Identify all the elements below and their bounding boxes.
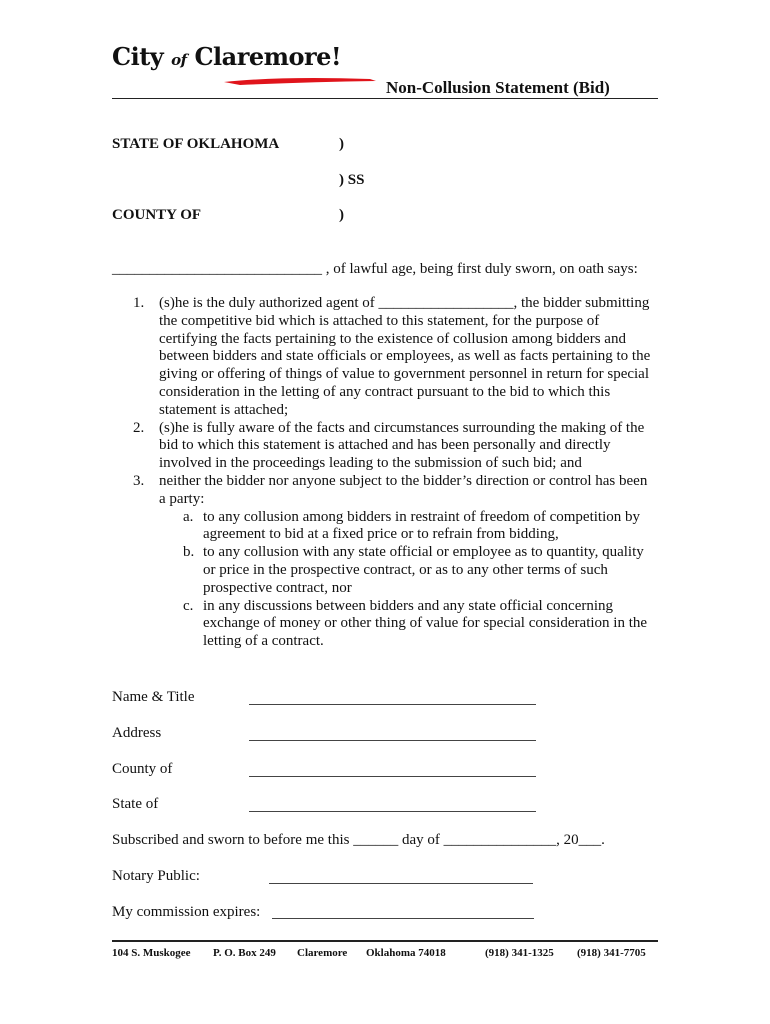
- title-divider: [112, 98, 658, 99]
- address-label: Address: [112, 725, 162, 741]
- list-item: [112, 295, 657, 420]
- logo-swoosh-icon: [220, 76, 380, 86]
- commission-label: My commission expires:: [112, 904, 261, 920]
- notary-field[interactable]: [269, 883, 533, 884]
- footer-fax: (918) 341-7705: [577, 947, 646, 959]
- footer-po-box: P. O. Box 249: [213, 947, 276, 959]
- state-label: STATE OF OKLAHOMA: [112, 136, 280, 152]
- subitem-text: in any discussions between bidders and any state official concerning exchange of money or other thing of value for special consideration in the letting of a contract.: [203, 597, 648, 650]
- document-title: Non-Collusion Statement (Bid): [386, 78, 610, 97]
- footer-divider: [112, 940, 658, 942]
- list-item: [159, 509, 657, 545]
- affiant-line: ____________________________ , of lawful age, being first duly sworn, on oath says:: [112, 261, 638, 277]
- footer-state-zip: Oklahoma 74018: [366, 947, 446, 959]
- subitem-text: to any collusion with any state official or employee as to quantity, quality or price in the prospective contract, or as to any other terms of such prospective contract, nor: [203, 544, 644, 596]
- list-item: [159, 544, 657, 597]
- logo-word-of: of: [171, 51, 187, 69]
- item-text: neither the bidder nor anyone subject to the bidder’s direction or control has been a party:: [159, 472, 648, 507]
- subscribed-line: Subscribed and sworn to before me this ______ day of _______________, 20___.: [112, 832, 605, 848]
- venue-paren-1: ): [339, 136, 344, 152]
- logo-word-city: City: [112, 42, 164, 71]
- item-number: 1.: [133, 295, 145, 311]
- item-number: 2.: [133, 419, 145, 436]
- county-of-label: County of: [112, 761, 173, 777]
- footer-street: 104 S. Muskogee: [112, 947, 191, 959]
- name-title-field[interactable]: [249, 704, 536, 705]
- address-field[interactable]: [249, 740, 536, 741]
- item-text: (s)he is the duly authorized agent of __________________, the bidder submitting the competitive bid which is attached to this statement, for the purpose of certifying the facts pertaining to the existence of collusion among bidders and between bidders and state officials or employees, as well as facts pertaining to the giving or offering of things of value to government personnel in return for special consideration in the letting of any contract pursuant to the bid to which this statement is attached;: [159, 295, 651, 418]
- statement-list: [112, 295, 657, 651]
- county-field[interactable]: [249, 776, 536, 777]
- footer-phone: (918) 341-1325: [485, 947, 554, 959]
- state-of-label: State of: [112, 796, 159, 812]
- list-item: [159, 598, 657, 651]
- sub-statement-list: [159, 509, 657, 651]
- footer-city: Claremore: [297, 947, 348, 959]
- subitem-letter: a.: [183, 508, 194, 525]
- logo-word-claremore: Claremore!: [194, 42, 341, 71]
- subitem-text: to any collusion among bidders in restraint of freedom of competition by agreement to bid at a fixed price or to refrain from bidding,: [203, 508, 640, 543]
- subitem-letter: c.: [183, 597, 194, 614]
- venue-paren-3: ): [339, 207, 344, 223]
- ss-label: ) SS: [339, 172, 365, 188]
- subitem-letter: b.: [183, 544, 195, 561]
- item-text: (s)he is fully aware of the facts and circumstances surrounding the making of the bid to which this statement is attached and has been personally and directly involved in the proceedings leading to the submission of such bid; and: [159, 419, 645, 472]
- county-label: COUNTY OF: [112, 207, 202, 223]
- item-number: 3.: [133, 472, 145, 489]
- list-item: [112, 420, 657, 473]
- notary-label: Notary Public:: [112, 868, 200, 884]
- city-logo: [112, 42, 341, 94]
- commission-field[interactable]: [272, 918, 534, 919]
- list-item: [112, 473, 657, 651]
- state-field[interactable]: [249, 811, 536, 812]
- name-title-label: Name & Title: [112, 689, 195, 705]
